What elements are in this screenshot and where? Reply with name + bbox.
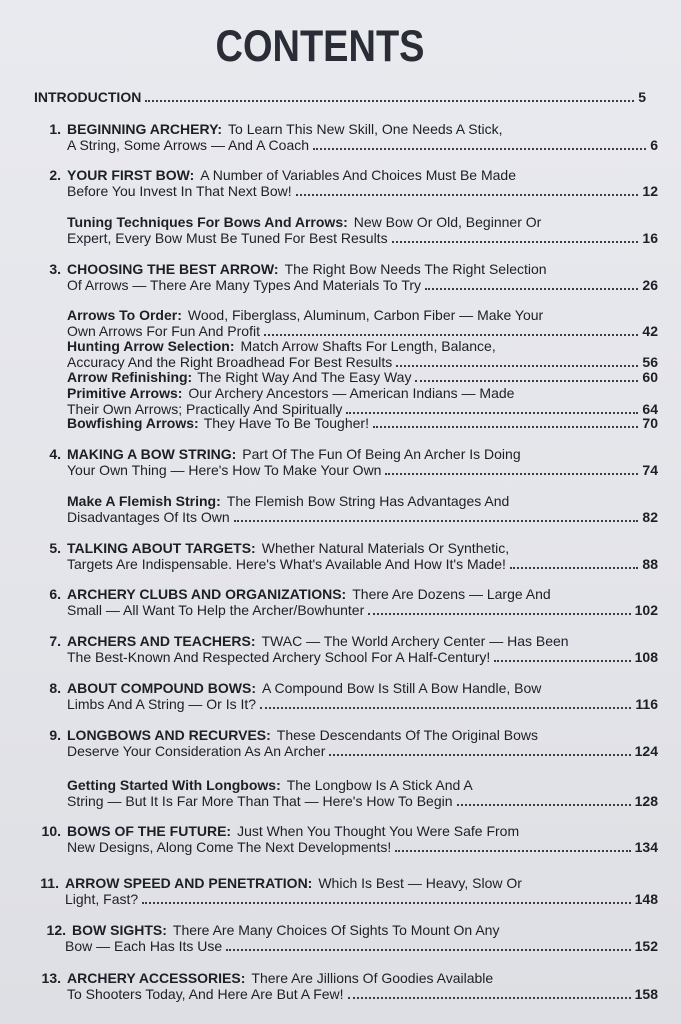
entry-description-continued: Of Arrows — There Are Many Types And Materials To Try — [67, 277, 422, 293]
entry-description: Part Of The Fun Of Being An Archer Is Doing — [242, 446, 521, 462]
entry-description: Our Archery Ancestors — American Indians — Made — [188, 385, 515, 401]
entry-line-2 — [67, 137, 658, 153]
entry-description: Whether Natural Materials Or Synthetic, — [261, 540, 510, 556]
entry-line-1 — [67, 307, 543, 323]
entry-heading: BOWS OF THE FUTURE: — [67, 823, 232, 839]
entry-line-1 — [67, 823, 519, 839]
entry-page: 16 — [642, 230, 658, 246]
leader-dots — [264, 334, 638, 336]
leader-dots — [385, 473, 638, 475]
entry-line-1 — [67, 121, 502, 137]
entry-line-1 — [67, 777, 473, 793]
leader-dots — [296, 194, 639, 196]
leader-dots — [142, 902, 630, 904]
leader-dots — [346, 412, 638, 414]
entry-heading: BEGINNING ARCHERY: — [67, 121, 223, 137]
entry-line-2 — [67, 602, 658, 618]
entry-line-1 — [67, 214, 541, 230]
entry-line-1 — [67, 633, 569, 649]
entry-page: 60 — [642, 369, 658, 385]
entry-line-1 — [72, 922, 499, 938]
entry-description: To Learn This New Skill, One Needs A Stick, — [228, 121, 503, 137]
leader-dots — [226, 949, 630, 951]
entry-description-continued: Small — All Want To Help the Archer/Bowhunter — [67, 602, 365, 618]
entry-heading: TALKING ABOUT TARGETS: — [67, 540, 256, 556]
entry-heading: Hunting Arrow Selection: — [67, 338, 235, 354]
leader-dots — [368, 613, 630, 615]
entry-heading: LONGBOWS AND RECURVES: — [67, 727, 271, 743]
entry-heading: Getting Started With Longbows: — [67, 777, 281, 793]
leader-dots — [348, 997, 631, 999]
entry-page: 148 — [634, 891, 658, 907]
entry-heading: Arrow Refinishing: — [67, 369, 193, 385]
entry-line-2 — [67, 793, 658, 809]
entry-description: The Flemish Bow String Has Advantages And — [226, 493, 510, 509]
intro-page: 5 — [638, 89, 646, 105]
chapter-number: 5. — [49, 540, 61, 556]
entry-page: 128 — [634, 793, 658, 809]
entry-page: 56 — [642, 354, 658, 370]
chapter-number: 1. — [49, 121, 61, 137]
chapter-number: 8. — [49, 680, 61, 696]
entry-line-2 — [67, 509, 658, 525]
entry-line-1 — [67, 446, 521, 462]
entry-description-continued: Accuracy And the Right Broadhead For Best Results — [67, 354, 393, 370]
entry-description: The Longbow Is A Stick And A — [286, 777, 473, 793]
intro-label: INTRODUCTION — [34, 89, 142, 105]
entry-line-2 — [67, 230, 658, 246]
entry-line-2 — [67, 743, 658, 759]
entry-description: Wood, Fiberglass, Aluminum, Carbon Fiber — Make Your — [187, 307, 544, 323]
entry-heading: Primitive Arrows: — [67, 385, 183, 401]
entry-line-1 — [65, 875, 522, 891]
entry-heading: Make A Flemish String: — [67, 493, 221, 509]
entry-page: 116 — [635, 696, 658, 712]
chapter-number: 2. — [49, 167, 61, 183]
entry-line-1 — [67, 727, 538, 743]
page-title: CONTENTS — [215, 22, 425, 72]
entry-line-2 — [65, 938, 658, 954]
entry-description: A Compound Bow Is Still A Bow Handle, Bow — [262, 680, 542, 696]
entry-line-2 — [67, 696, 658, 712]
leader-dots — [260, 707, 631, 709]
chapter-number: 9. — [49, 727, 61, 743]
entry-description: The Right Bow Needs The Right Selection — [284, 261, 547, 277]
entry-line-2 — [65, 891, 658, 907]
leader-dots — [392, 241, 639, 243]
entry-description-continued: The Best-Known And Respected Archery School For A Half-Century! — [67, 649, 491, 665]
leader-dots — [234, 520, 639, 522]
entry-heading: ABOUT COMPOUND BOWS: — [67, 680, 256, 696]
entry-line-1 — [67, 586, 551, 602]
entry-heading: ARCHERY ACCESSORIES: — [67, 970, 246, 986]
leader-dots — [313, 148, 646, 150]
leader-dots — [494, 660, 630, 662]
entry-description: They Have To Be Tougher! — [203, 415, 369, 431]
entry-description-continued: Bow — Each Has Its Use — [65, 938, 223, 954]
chapter-number: 11. — [40, 875, 59, 891]
leader-dots — [145, 100, 634, 102]
entry-page: 158 — [634, 986, 658, 1002]
entry-page: 12 — [642, 183, 658, 199]
entry-description-continued: String — But It Is Far More Than That — Here's How To Begin — [67, 793, 453, 809]
entry-page: 152 — [634, 938, 658, 954]
leader-dots — [395, 850, 630, 852]
entry-description: There Are Jillions Of Goodies Available — [251, 970, 494, 986]
entry-page: 70 — [642, 415, 658, 431]
entry-page: 64 — [642, 401, 658, 417]
entry-line-1 — [67, 493, 509, 509]
entry-heading: BOW SIGHTS: — [72, 922, 167, 938]
entry-description-continued: Deserve Your Consideration As An Archer — [67, 743, 326, 759]
entry-page: 102 — [634, 602, 658, 618]
entry-description-continued: Disadvantages Of Its Own — [67, 509, 230, 525]
entry-line-1 — [67, 970, 493, 986]
entry-page: 42 — [642, 323, 658, 339]
entry-line-2 — [67, 183, 658, 199]
entry-description: There Are Many Choices Of Sights To Mount On Any — [172, 922, 500, 938]
entry-heading: CHOOSING THE BEST ARROW: — [67, 261, 279, 277]
entry-description-continued: Your Own Thing — Here's How To Make Your Own — [67, 462, 382, 478]
entry-line-1 — [67, 540, 509, 556]
chapter-number: 13. — [41, 970, 61, 986]
entry-heading: MAKING A BOW STRING: — [67, 446, 237, 462]
entry-line-1 — [67, 680, 541, 696]
leader-dots — [396, 365, 638, 367]
entry-description-continued: Expert, Every Bow Must Be Tuned For Best Results — [67, 230, 388, 246]
entry-heading: ARROW SPEED AND PENETRATION: — [65, 875, 313, 891]
toc-intro[interactable] — [34, 89, 646, 105]
entry-page: 74 — [642, 462, 658, 478]
entry-heading: Bowfishing Arrows: — [67, 415, 199, 431]
entry-page: 6 — [650, 137, 658, 153]
chapter-number: 3. — [49, 261, 61, 277]
entry-line-2 — [67, 556, 658, 572]
entry-description-continued: A String, Some Arrows — And A Coach — [67, 137, 310, 153]
leader-dots — [329, 754, 630, 756]
chapter-number: 7. — [49, 633, 61, 649]
entry-description: Just When You Thought You Were Safe From — [237, 823, 520, 839]
entry-heading: YOUR FIRST BOW: — [67, 167, 195, 183]
entry-description-continued: Targets Are Indispensable. Here's What's Available And How It's Made! — [67, 556, 506, 572]
entry-heading: Tuning Techniques For Bows And Arrows: — [67, 214, 348, 230]
entry-description: These Descendants Of The Original Bows — [276, 727, 538, 743]
entry-description-continued: Light, Fast? — [65, 891, 139, 907]
entry-description: New Bow Or Old, Beginner Or — [353, 214, 542, 230]
entry-line — [67, 415, 658, 431]
entry-page: 134 — [634, 839, 658, 855]
entry-page: 108 — [634, 649, 658, 665]
leader-dots — [510, 567, 639, 569]
entry-description-continued: New Designs, Along Come The Next Developments! — [67, 839, 392, 855]
entry-heading: Arrows To Order: — [67, 307, 182, 323]
entry-heading: ARCHERS AND TEACHERS: — [67, 633, 256, 649]
entry-description: A Number of Variables And Choices Must Be Made — [200, 167, 516, 183]
entry-line-2 — [67, 277, 658, 293]
entry-page: 82 — [642, 509, 658, 525]
leader-dots — [457, 804, 631, 806]
entry-line-2 — [67, 354, 658, 370]
chapter-number: 12. — [46, 922, 66, 938]
entry-description: TWAC — The World Archery Center — Has Been — [261, 633, 569, 649]
leader-dots — [425, 288, 638, 290]
entry-description-continued: Before You Invest In That Next Bow! — [67, 183, 292, 199]
entry-line-2 — [67, 462, 658, 478]
entry-line-1 — [67, 385, 514, 401]
entry-description-continued: Limbs And A String — Or Is It? — [67, 696, 257, 712]
entry-line-1 — [67, 167, 516, 183]
entry-line — [67, 369, 658, 385]
entry-line-1 — [67, 338, 496, 354]
chapter-number: 10. — [41, 823, 61, 839]
chapter-number: 6. — [49, 586, 61, 602]
entry-line-2 — [67, 839, 658, 855]
entry-description-continued: Their Own Arrows; Practically And Spiritually — [67, 401, 343, 417]
chapter-number: 4. — [49, 446, 61, 462]
entry-page: 124 — [634, 743, 658, 759]
entry-page: 26 — [642, 277, 658, 293]
entry-line-2 — [67, 323, 658, 339]
entry-line-2 — [67, 986, 658, 1002]
entry-heading: ARCHERY CLUBS AND ORGANIZATIONS: — [67, 586, 347, 602]
entry-description: The Right Way And The Easy Way — [197, 369, 412, 385]
entry-description-continued: To Shooters Today, And Here Are But A Few! — [67, 986, 344, 1002]
entry-line-1 — [67, 261, 547, 277]
entry-description: There Are Dozens — Large And — [352, 586, 551, 602]
entry-description: Which Is Best — Heavy, Slow Or — [318, 875, 522, 891]
leader-dots — [415, 380, 638, 382]
entry-page: 88 — [642, 556, 658, 572]
leader-dots — [373, 426, 638, 428]
entry-line-2 — [67, 649, 658, 665]
entry-description-continued: Own Arrows For Fun And Profit — [67, 323, 260, 339]
entry-description: Match Arrow Shafts For Length, Balance, — [240, 338, 496, 354]
